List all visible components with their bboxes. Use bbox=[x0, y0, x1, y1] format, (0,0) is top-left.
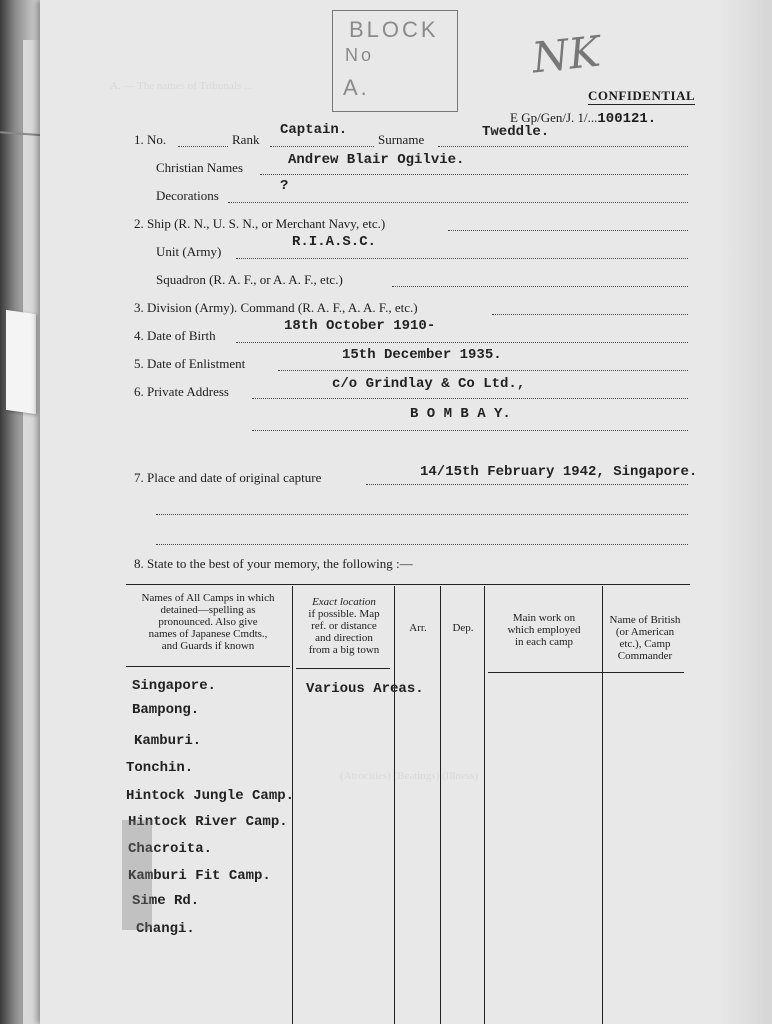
date-of-birth-dotted-line bbox=[236, 342, 688, 343]
division-dotted-line bbox=[492, 314, 688, 315]
table-top-rule bbox=[126, 584, 690, 585]
location-value: Various Areas. bbox=[306, 681, 424, 697]
header-camp-names bbox=[126, 592, 290, 652]
camp-entry: Chacroita. bbox=[128, 841, 213, 857]
header-camp-names-line: and Guards if known bbox=[161, 640, 255, 652]
decorations-dotted-line bbox=[228, 202, 688, 203]
division-label: 3. Division (Army). Command (R. A. F., A. A. F., etc.) bbox=[134, 300, 418, 315]
camp-entry: Singapore. bbox=[132, 678, 217, 694]
unit-dotted-line bbox=[236, 258, 688, 259]
header-arrival: Arr. bbox=[409, 622, 427, 634]
stamp-no-text: No bbox=[345, 45, 375, 65]
ship-dotted-line bbox=[448, 230, 688, 231]
address-dotted-line-2 bbox=[252, 430, 688, 431]
squadron-dotted-line bbox=[392, 286, 688, 287]
table-header-rule bbox=[126, 666, 290, 667]
private-address-label: 6. Private Address bbox=[134, 384, 229, 399]
rank-dotted-line bbox=[270, 146, 374, 147]
capture-dotted-line-1 bbox=[366, 484, 688, 485]
state-memory-label: 8. State to the best of your memory, the following :— bbox=[134, 556, 413, 571]
table-column-divider bbox=[602, 586, 603, 1024]
camp-entry: Sime Rd. bbox=[132, 893, 200, 909]
header-camp-commander-line: Commander bbox=[617, 650, 673, 662]
unit-value: R.I.A.S.C. bbox=[292, 234, 377, 250]
enlistment-value: 15th December 1935. bbox=[342, 347, 502, 363]
header-camp-commander-line: Name of British bbox=[609, 614, 681, 626]
camp-entry: Bampong. bbox=[132, 702, 200, 718]
unit-label: Unit (Army) bbox=[156, 244, 222, 259]
torn-paper-fragment bbox=[6, 310, 36, 414]
tape-shadow bbox=[122, 820, 152, 930]
header-camp-commander-line: (or American bbox=[615, 626, 675, 638]
header-location-line: ref. or distance bbox=[311, 620, 377, 632]
surname-dotted-line bbox=[438, 146, 688, 147]
table-column-divider bbox=[484, 586, 485, 1024]
confidential-heading: CONFIDENTIAL bbox=[588, 88, 696, 103]
date-of-birth-label: 4. Date of Birth bbox=[134, 328, 216, 343]
camp-entry: Kamburi Fit Camp. bbox=[128, 868, 271, 884]
rank-label: Rank bbox=[232, 132, 260, 147]
table-header-rule bbox=[488, 672, 684, 673]
capture-dotted-line-2 bbox=[156, 514, 688, 515]
bleed-through-text: A. — The names of Tribunals ... bbox=[110, 80, 253, 92]
camp-entry: Tonchin. bbox=[126, 760, 194, 776]
christian-names-value: Andrew Blair Ogilvie. bbox=[288, 152, 465, 168]
header-location bbox=[296, 596, 392, 656]
form-page bbox=[40, 0, 772, 1024]
handwritten-initials: NK bbox=[529, 26, 603, 83]
capture-label: 7. Place and date of original capture bbox=[134, 470, 322, 485]
decorations-value: ? bbox=[280, 178, 289, 194]
header-camp-names-line: pronounced. Also give bbox=[158, 616, 258, 628]
table-column-divider bbox=[440, 586, 441, 1024]
christian-names-dotted-line bbox=[260, 174, 688, 175]
header-camp-commander bbox=[604, 614, 686, 662]
ship-label: 2. Ship (R. N., U. S. N., or Merchant Navy, etc.) bbox=[134, 216, 386, 231]
header-departure: Dep. bbox=[452, 622, 474, 634]
table-column-divider bbox=[394, 586, 395, 1024]
camp-entry: Hintock River Camp. bbox=[128, 814, 288, 830]
camp-entry: Hintock Jungle Camp. bbox=[126, 788, 295, 804]
bleed-through-text: (Atrocities) (Beatings) (Illness) bbox=[340, 770, 479, 782]
christian-names-label: Christian Names bbox=[156, 160, 244, 175]
squadron-label: Squadron (R. A. F., or A. A. F., etc.) bbox=[156, 272, 343, 287]
surname-label: Surname bbox=[378, 132, 425, 147]
camp-entry: Kamburi. bbox=[134, 733, 202, 749]
enlistment-dotted-line bbox=[278, 370, 688, 371]
stamp-letter-text: A. bbox=[343, 75, 370, 100]
stamp-block-text: BLOCK bbox=[349, 17, 439, 42]
header-location-line: if possible. Map bbox=[308, 608, 380, 620]
header-main-work-line: Main work on bbox=[512, 612, 576, 624]
no-label: 1. No. bbox=[134, 132, 167, 147]
capture-value: 14/15th February 1942, Singapore. bbox=[420, 464, 698, 480]
capture-dotted-line-3 bbox=[156, 544, 688, 545]
header-location-line: Exact location bbox=[312, 596, 376, 608]
header-camp-names-line: names of Japanese Cmdts., bbox=[148, 628, 268, 640]
date-of-birth-value: 18th October 1910- bbox=[284, 318, 436, 334]
address-line-1: c/o Grindlay & Co Ltd., bbox=[332, 376, 526, 392]
rank-value: Captain. bbox=[280, 122, 348, 138]
table-header-rule bbox=[296, 668, 390, 669]
decorations-label: Decorations bbox=[156, 188, 219, 203]
no-dotted-line bbox=[178, 146, 228, 147]
address-line-2: B O M B A Y. bbox=[410, 406, 511, 422]
header-main-work bbox=[486, 612, 602, 648]
header-camp-names-line: detained—spelling as bbox=[160, 604, 256, 616]
surname-value: Tweddle. bbox=[482, 124, 550, 140]
header-camp-commander-line: etc.), Camp bbox=[619, 638, 671, 650]
header-camp-names-line: Names of All Camps in which bbox=[141, 592, 275, 604]
enlistment-label: 5. Date of Enlistment bbox=[134, 356, 246, 371]
header-location-line: and direction bbox=[315, 632, 373, 644]
header-location-line: from a big town bbox=[308, 644, 380, 656]
camp-entry: Changi. bbox=[136, 921, 195, 937]
address-dotted-line-1 bbox=[252, 398, 688, 399]
table-column-divider bbox=[292, 586, 293, 1024]
block-stamp bbox=[332, 10, 458, 112]
header-main-work-line: which employed bbox=[507, 624, 581, 636]
file-reference-number: 100121. bbox=[597, 111, 657, 127]
header-main-work-line: in each camp bbox=[514, 636, 574, 648]
file-reference-label: E Gp/Gen/J. 1/... bbox=[510, 110, 598, 125]
